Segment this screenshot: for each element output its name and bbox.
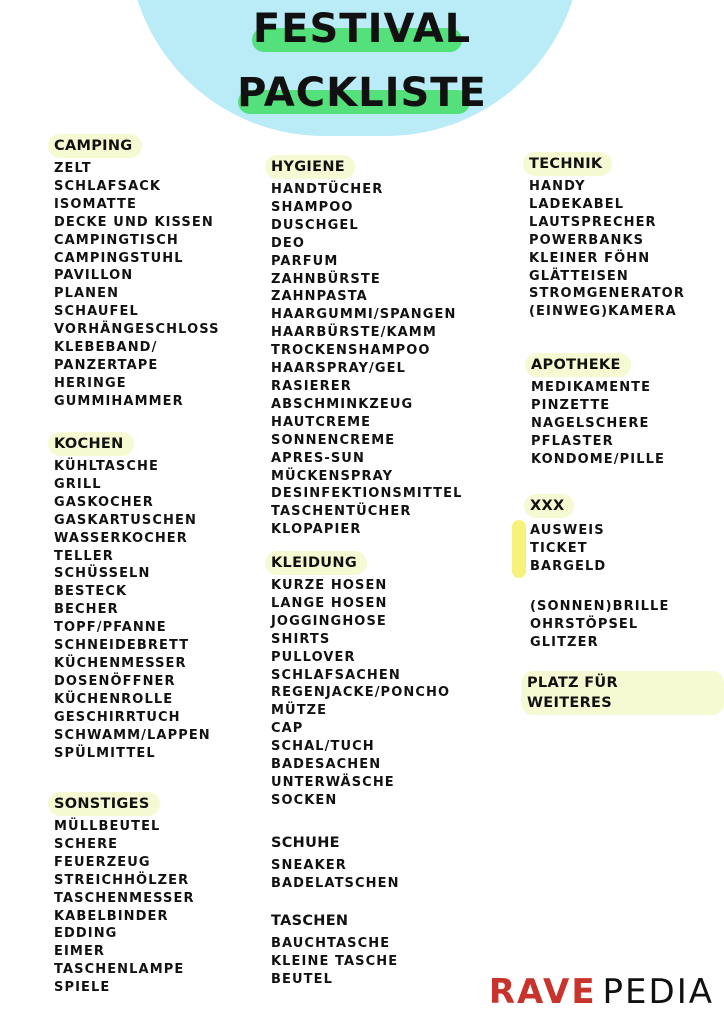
list-item: AUSWEIS (530, 523, 605, 538)
section-taschen (271, 909, 398, 989)
list-item: DOSENÖFFNER (54, 673, 176, 689)
list-item: DUSCHGEL (271, 217, 359, 233)
list-item: SNEAKER (271, 858, 347, 873)
list-item: BADESACHEN (271, 757, 382, 773)
list-item: UNTERWÄSCHE (271, 774, 395, 790)
list-item: CAMPINGTISCH (54, 232, 179, 248)
list-item: DECKE UND KISSEN (54, 214, 214, 230)
list-item: BAUCHTASCHE (271, 936, 391, 951)
list-item: NAGELSCHERE (531, 415, 650, 431)
list-item: DESINFEKTIONSMITTEL (271, 486, 463, 502)
list-item: STROMGENERATOR (529, 286, 685, 302)
list-item: KÜCHENMESSER (54, 655, 187, 671)
list-item: KLOPAPIER (271, 522, 362, 538)
item-list (271, 935, 398, 989)
list-item: CAMPINGSTUHL (54, 250, 184, 266)
list-item: MÜCKENSPRAY (271, 468, 394, 484)
list-item: BECHER (54, 602, 119, 618)
section-kochen (54, 432, 211, 762)
section-sonstiges (54, 792, 195, 997)
list-item: WASSERKOCHER (54, 530, 188, 546)
list-item: FEUERZEUG (54, 854, 151, 870)
list-item: KLEINE TASCHE (271, 953, 399, 969)
list-item: POWERBANKS (529, 232, 645, 248)
list-item: CAP (271, 721, 304, 737)
list-item: PLANEN (54, 286, 120, 302)
list-item: SCHAL/TUCH (271, 739, 375, 755)
brand-logo (489, 972, 714, 1012)
list-item: (SONNEN)BRILLE (530, 599, 670, 614)
section-heading: KLEIDUNG (265, 551, 367, 575)
list-item: GUMMIHAMMER (54, 393, 184, 409)
section-kleidung (271, 551, 450, 810)
list-item: BEUTEL (271, 971, 333, 987)
page-title-line-2: PACKLISTE (237, 70, 487, 116)
list-item: SCHNEIDEBRETT (54, 638, 190, 654)
list-item: ZAHNPASTA (271, 289, 368, 305)
list-item: SCHLAFSACK (54, 178, 162, 194)
list-item: TELLER (54, 548, 114, 564)
list-item: KONDOME/PILLE (531, 451, 665, 467)
section-camping (54, 134, 220, 411)
list-item: GLITZER (530, 634, 599, 650)
section-heading: HYGIENE (265, 155, 355, 179)
list-item: HAARSPRAY/GEL (271, 361, 407, 377)
list-item: REGENJACKE/PONCHO (271, 685, 451, 701)
list-item: DEO (271, 235, 306, 251)
list-item: GRILL (54, 476, 102, 492)
list-item: ZELT (54, 161, 92, 176)
brand-logo-part1: RAVE (488, 972, 597, 1012)
list-item: EIMER (54, 944, 106, 960)
list-item: ABSCHMINKZEUG (271, 396, 414, 412)
list-item: TOPF/PFANNE (54, 620, 167, 636)
list-item: MÜLLBEUTEL (54, 819, 161, 834)
list-item: PAVILLON (54, 268, 134, 284)
list-item: KLEINER FÖHN (529, 250, 651, 266)
list-item: BADELATSCHEN (271, 875, 400, 891)
list-item: HAUTCREME (271, 414, 372, 430)
list-item: ISOMATTE (54, 196, 137, 212)
section-heading: PLATZ FÜR WEITERES (521, 671, 724, 715)
list-item: LADEKABEL (529, 196, 625, 212)
list-item: RASIERER (271, 378, 352, 394)
marker-highlight (512, 520, 526, 578)
list-item: PARFUM (271, 253, 339, 269)
list-item: HANDY (529, 179, 586, 194)
list-item: SCHERE (54, 836, 119, 852)
section-xxx (530, 494, 606, 576)
list-item: VORHÄNGESCHLOSS (54, 322, 220, 338)
list-item: BESTECK (54, 584, 128, 600)
list-item: GESCHIRRTUCH (54, 709, 181, 725)
list-item: LANGE HOSEN (271, 595, 388, 611)
list-item: SCHÜSSELN (54, 566, 151, 582)
item-list (54, 160, 220, 411)
list-item: SHAMPOO (271, 199, 354, 215)
list-item: OHRSTÖPSEL (530, 616, 639, 632)
page-title-line-1: FESTIVAL (252, 6, 472, 52)
list-item: SPIELE (54, 980, 111, 996)
item-list (531, 379, 665, 469)
item-list (271, 577, 450, 810)
brand-logo-part2: PEDIA (602, 972, 714, 1012)
list-item: GASKARTUSCHEN (54, 512, 197, 528)
list-item: KURZE HOSEN (271, 578, 388, 593)
list-item: TASCHENMESSER (54, 890, 195, 906)
list-item: TROCKENSHAMPOO (271, 343, 431, 359)
section-extra (530, 596, 669, 652)
item-list (530, 598, 669, 652)
list-item: HERINGE (54, 375, 127, 391)
list-item: PANZERTAPE (54, 357, 159, 373)
list-item: SCHAUFEL (54, 304, 139, 320)
section-schuhe (271, 831, 400, 893)
list-item: (EINWEG)KAMERA (529, 304, 677, 320)
item-list (530, 522, 606, 576)
list-item: GASKOCHER (54, 494, 154, 510)
list-item: TICKET (530, 540, 588, 556)
list-item: ZAHNBÜRSTE (271, 271, 381, 287)
section-heading: KOCHEN (48, 432, 134, 456)
item-list (54, 818, 195, 997)
list-item: HAARGUMMI/SPANGEN (271, 307, 457, 323)
list-item: MEDIKAMENTE (531, 380, 652, 395)
section-heading: SCHUHE (271, 835, 340, 851)
list-item: KÜCHENROLLE (54, 691, 174, 707)
section-weiteres (527, 671, 724, 715)
list-item: STREICHHÖLZER (54, 872, 190, 888)
list-item: TASCHENTÜCHER (271, 504, 412, 520)
list-item: PINZETTE (531, 397, 611, 413)
list-item: HANDTÜCHER (271, 182, 384, 197)
list-item: PULLOVER (271, 649, 356, 665)
section-apotheke (531, 353, 665, 469)
list-item: SONNENCREME (271, 432, 396, 448)
list-item: APRES-SUN (271, 450, 365, 466)
list-item: TASCHENLAMPE (54, 962, 185, 978)
section-heading: TECHNIK (523, 152, 612, 176)
list-item: SOCKEN (271, 792, 338, 808)
item-list (271, 857, 400, 893)
item-list (54, 458, 211, 762)
section-heading: APOTHEKE (525, 353, 631, 377)
list-item: KÜHLTASCHE (54, 459, 159, 474)
list-item: GLÄTTEISEN (529, 268, 629, 284)
section-heading: CAMPING (48, 134, 142, 158)
list-item: LAUTSPRECHER (529, 214, 657, 230)
list-item: SHIRTS (271, 631, 331, 647)
item-list (271, 181, 462, 539)
list-item: KLEBEBAND/ (54, 340, 158, 356)
section-heading: XXX (524, 494, 574, 518)
list-item: SPÜLMITTEL (54, 745, 156, 761)
list-item: BARGELD (530, 558, 607, 574)
list-item: SCHLAFSACHEN (271, 667, 401, 683)
list-item: HAARBÜRSTE/KAMM (271, 325, 437, 341)
list-item: MÜTZE (271, 703, 328, 719)
section-heading: SONSTIGES (48, 792, 160, 816)
list-item: SCHWAMM/LAPPEN (54, 727, 211, 743)
list-item: PFLASTER (531, 433, 614, 449)
section-hygiene (271, 155, 462, 539)
list-item: KABELBINDER (54, 908, 169, 924)
section-heading: TASCHEN (271, 913, 349, 929)
list-item: JOGGINGHOSE (271, 613, 387, 629)
list-item: EDDING (54, 926, 118, 942)
item-list (529, 178, 685, 321)
section-technik (529, 152, 685, 321)
